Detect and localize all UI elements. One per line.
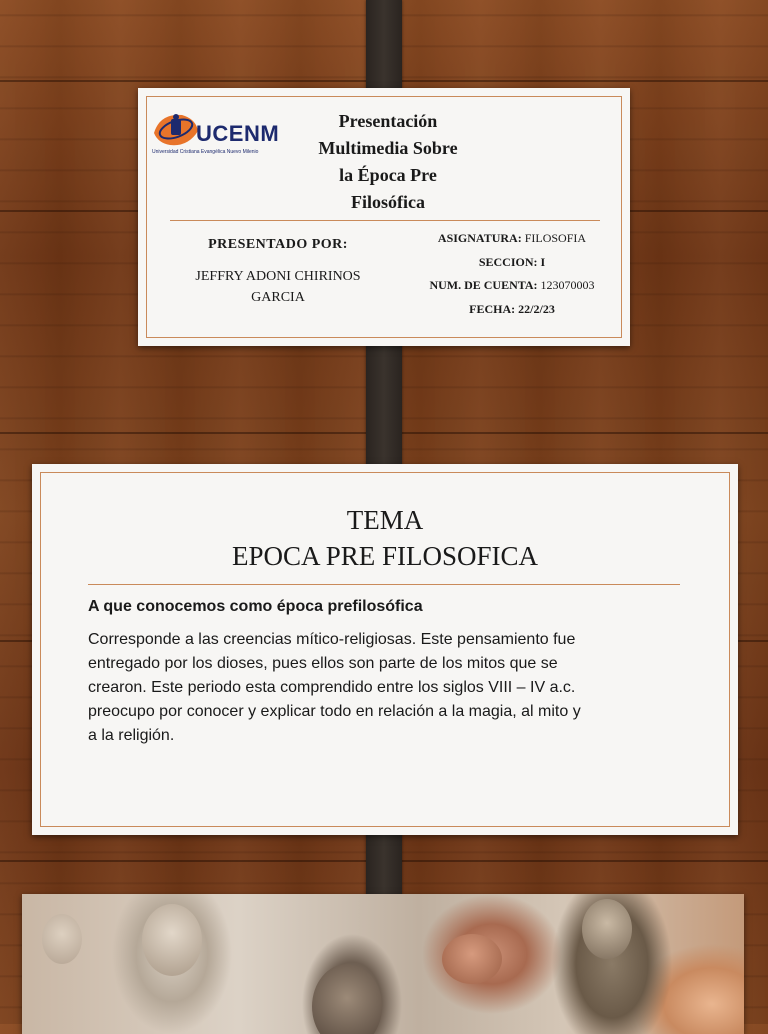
philosophers-collage-image xyxy=(22,894,744,1034)
portrait-face xyxy=(442,934,502,984)
topic-heading xyxy=(32,502,738,574)
account-value: 123070003 xyxy=(540,278,595,292)
account-label: NUM. DE CUENTA: xyxy=(429,278,538,292)
subject-info xyxy=(402,231,622,246)
presenter-name-line: JEFFRY ADONI CHIRINOS xyxy=(195,269,361,284)
title-line: Filosófica xyxy=(351,192,425,212)
hanging-strap xyxy=(366,0,402,90)
body-paragraph xyxy=(88,628,688,748)
subject-value: FILOSOFIA xyxy=(524,231,587,245)
topic-card xyxy=(32,464,738,835)
logo-subtitle: Universidad Cristiana Evangélica Nuevo Milenio xyxy=(152,149,259,155)
account-info xyxy=(402,278,622,293)
portrait-face xyxy=(42,914,82,964)
subject-label: ASIGNATURA: xyxy=(437,231,522,245)
portrait-face xyxy=(142,904,202,976)
divider xyxy=(88,584,680,585)
body-line: entregado por los dioses, pues ellos son parte de los mitos que se xyxy=(88,655,558,672)
topic-heading-line: EPOCA PRE FILOSOFICA xyxy=(231,541,539,571)
body-line: Corresponde a las creencias mítico-religiosas. Este pensamiento fue xyxy=(88,631,576,648)
ucenm-logo xyxy=(152,105,292,157)
presented-by-label: PRESENTADO POR: xyxy=(208,237,348,252)
section-label: SECCION: xyxy=(478,255,538,269)
presenter-name xyxy=(183,266,373,308)
hanging-strap xyxy=(366,330,402,480)
date-info xyxy=(402,302,622,317)
title-line: Multimedia Sobre xyxy=(318,138,458,158)
title-line: la Época Pre xyxy=(339,165,437,185)
presentation-title xyxy=(278,108,498,216)
divider xyxy=(170,220,600,221)
presenter-name-line: GARCIA xyxy=(251,290,305,305)
title-card xyxy=(138,88,630,346)
body-line: preocupo por conocer y explicar todo en relación a la magia, al mito y xyxy=(88,703,581,720)
section-value: I xyxy=(540,255,546,269)
body-line: a la religión. xyxy=(88,727,175,744)
portrait-face xyxy=(582,899,632,959)
section-info xyxy=(402,255,622,270)
topic-heading-line: TEMA xyxy=(346,505,424,535)
question-heading: A que conocemos como época prefilosófica xyxy=(88,598,423,615)
date-label: FECHA: xyxy=(469,302,516,316)
body-line: crearon. Este periodo esta comprendido entre los siglos VIII – IV a.c. xyxy=(88,679,576,696)
logo-text: UCENM xyxy=(196,121,280,146)
date-value: 22/2/23 xyxy=(518,302,555,316)
title-line: Presentación xyxy=(338,111,438,131)
